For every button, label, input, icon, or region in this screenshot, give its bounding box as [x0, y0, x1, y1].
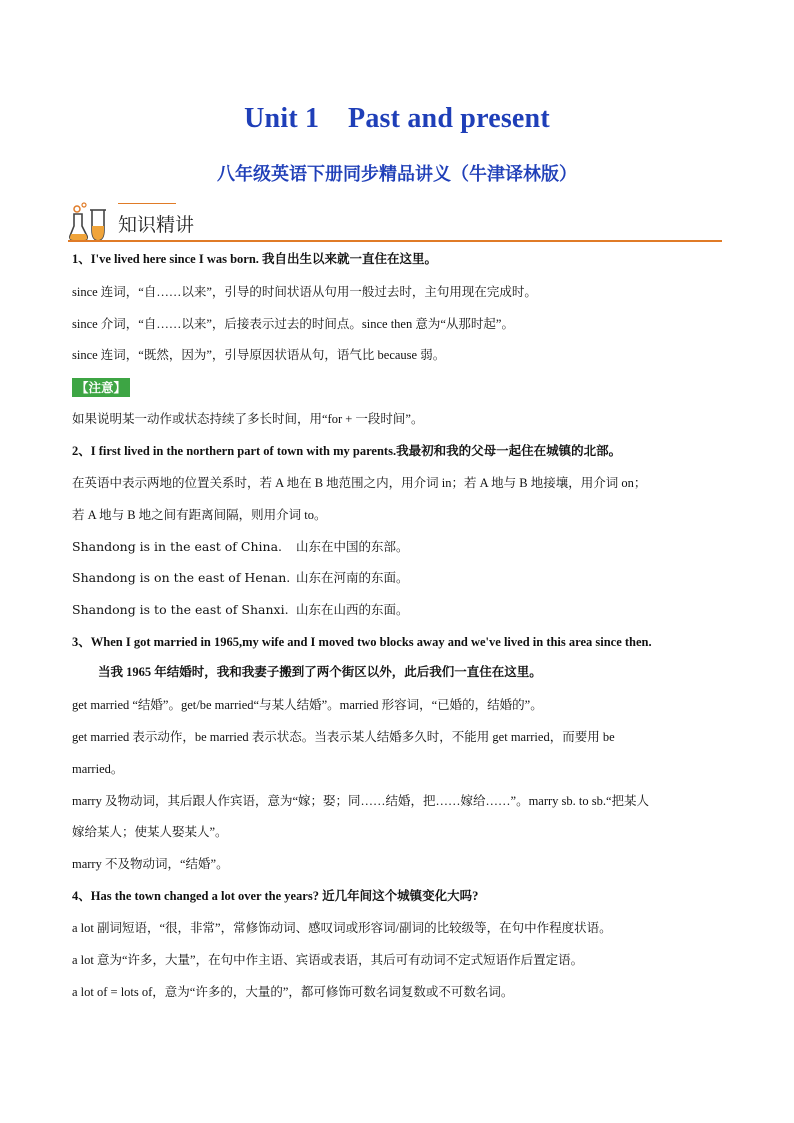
text-line: married。	[72, 762, 124, 776]
text-line: a lot 副词短语，“很，非常”，常修饰动词、感叹词或形容词/副词的比较级等，在句中作程度状语。	[72, 921, 612, 935]
example-cn: 山东在河南的东面。	[296, 570, 409, 585]
note-badge: 【注意】	[72, 378, 130, 397]
text-line: marry 不及物动词，“结婚”。	[72, 857, 229, 871]
item-2-heading: 2、I first lived in the northern part of town with my parents.我最初和我的父母一起住在城镇的北部。	[72, 444, 622, 458]
header-accent-line	[118, 203, 176, 204]
item-3-translation: 当我 1965 年结婚时，我和我妻子搬到了两个街区以外，此后我们一直住在这里。	[98, 665, 542, 679]
text-line: 在英语中表示两地的位置关系时，若 A 地在 B 地范围之内，用介词 in；若 A 地与 B 地接壤，用介词 on；	[72, 476, 647, 490]
example-en: Shandong is on the east of Henan.	[72, 570, 291, 585]
text-line: 嫁给某人；使某人娶某人”。	[72, 825, 228, 839]
text-line: 如果说明某一动作或状态持续了多长时间，用“for + 一段时间”。	[72, 412, 424, 426]
text-line: since 连词，“自……以来”，引导的时间状语从句用一般过去时，主句用现在完成时。	[72, 285, 537, 299]
item-4-heading: 4、Has the town changed a lot over the years? 近几年间这个城镇变化大吗?	[72, 889, 479, 903]
text-line: since 连词，“既然，因为”，引导原因状语从句，语气比 because 弱。	[72, 348, 446, 362]
text-line: a lot of = lots of，意为“许多的，大量的”，都可修饰可数名词复数或不可数名词。	[72, 985, 514, 999]
page-title: Unit 1 Past and present	[244, 103, 550, 134]
item-3-heading: 3、When I got married in 1965,my wife and I moved two blocks away and we've lived in this area since then.	[72, 635, 652, 649]
item-1-heading: 1、I've lived here since I was born. 我自出生以来就一直住在这里。	[72, 252, 438, 266]
example-en: Shandong is to the east of Shanxi.	[72, 602, 289, 617]
text-line: marry 及物动词，其后跟人作宾语，意为“嫁；娶；同……结婚，把……嫁给……”。marry sb. to sb.“把某人	[72, 794, 650, 808]
example-en: Shandong is in the east of China.	[72, 539, 282, 554]
text-line: since 介词，“自……以来”，后接表示过去的时间点。since then 意为“从那时起”。	[72, 317, 514, 331]
example-cn: 山东在中国的东部。	[296, 539, 409, 554]
example-cn: 山东在山西的东面。	[296, 602, 409, 617]
text-line: get married 表示动作，be married 表示状态。当表示某人结婚多久时，不能用 get married，而要用 be	[72, 730, 615, 744]
text-line: get married “结婚”。get/be married“与某人结婚”。married 形容词，“已婚的，结婚的”。	[72, 698, 543, 712]
lab-flask-icon	[68, 200, 112, 242]
page-subtitle: 八年级英语下册同步精品讲义（牛津译林版）	[217, 164, 577, 185]
section-header	[68, 200, 722, 242]
text-line: 若 A 地与 B 地之间有距离间隔，则用介词 to。	[72, 508, 327, 522]
text-line: a lot 意为“许多，大量”，在句中作主语、宾语或表语，其后可有动词不定式短语作后置定语。	[72, 953, 584, 967]
section-rule	[68, 240, 722, 242]
section-label: 知识精讲	[118, 214, 195, 236]
